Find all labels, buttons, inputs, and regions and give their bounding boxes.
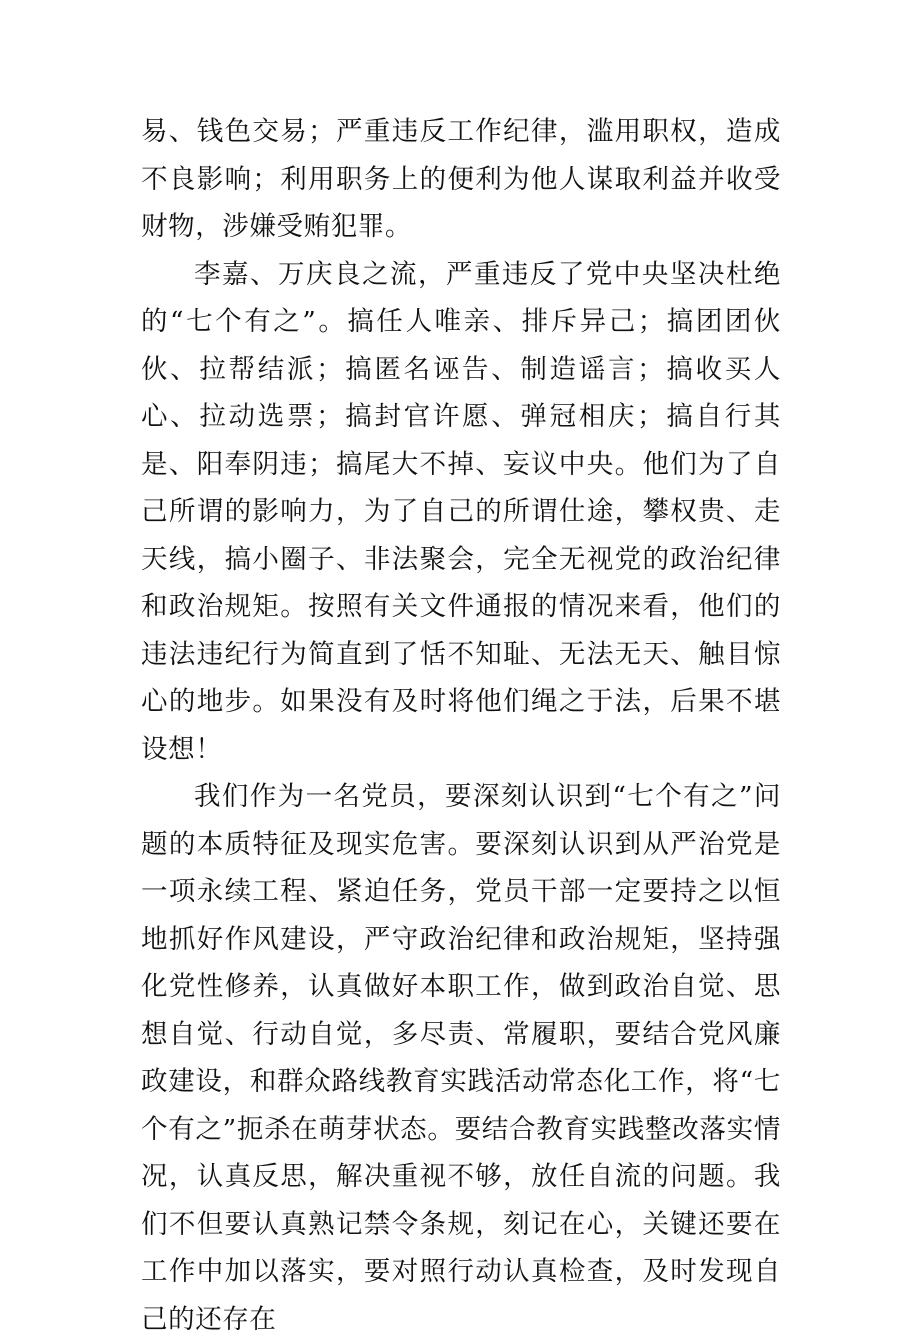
paragraph-3: 我们作为一名党员，要深刻认识到“七个有之”问题的本质特征及现实危害。要深刻认识到从严治党是一项永续工程、紧迫任务，党员干部一定要持之以恒地抓好作风建设，严守政治纪律和政治规矩，坚持强化党性修养，认真做好本职工作，做到政治自觉、思想自觉、行动自觉，多尽责、常履职，要结合党风廉政建设，和群众路线教育实践活动常态化工作，将“七个有之”扼杀在萌芽状态。要结合教育实践整改落实情况，认真反思，解决重视不够，放任自流的问题。我们不但要认真熟记禁令条规，刻记在心，关键还要在工作中加以落实，要对照行动认真检查，及时发现自己的还存在: [141, 781, 781, 1335]
paragraph-2: 李嘉、万庆良之流，严重违反了党中央坚决杜绝的“七个有之”。搞任人唯亲、排斥异己；搞团团伙伙、拉帮结派；搞匿名诬告、制造谣言；搞收买人心、拉动选票；搞封官许愿、弹冠相庆；搞自行其是、阳奉阴违；搞尾大不掉、妄议中央。他们为了自己所谓的影响力，为了自己的所谓仕途，攀权贵、走天线，搞小圈子、非法聚会，完全无视党的政治纪律和政治规矩。按照有关文件通报的情况来看，他们的违法违纪行为简直到了恬不知耻、无法无天、触目惊心的地步。如果没有及时将他们绳之于法，后果不堪设想！: [141, 258, 781, 765]
body-text: [141, 108, 781, 1343]
paragraph-1: 易、钱色交易；严重违反工作纪律，滥用职权，造成不良影响；利用职务上的便利为他人谋取利益并收受财物，涉嫌受贿犯罪。: [141, 116, 781, 242]
